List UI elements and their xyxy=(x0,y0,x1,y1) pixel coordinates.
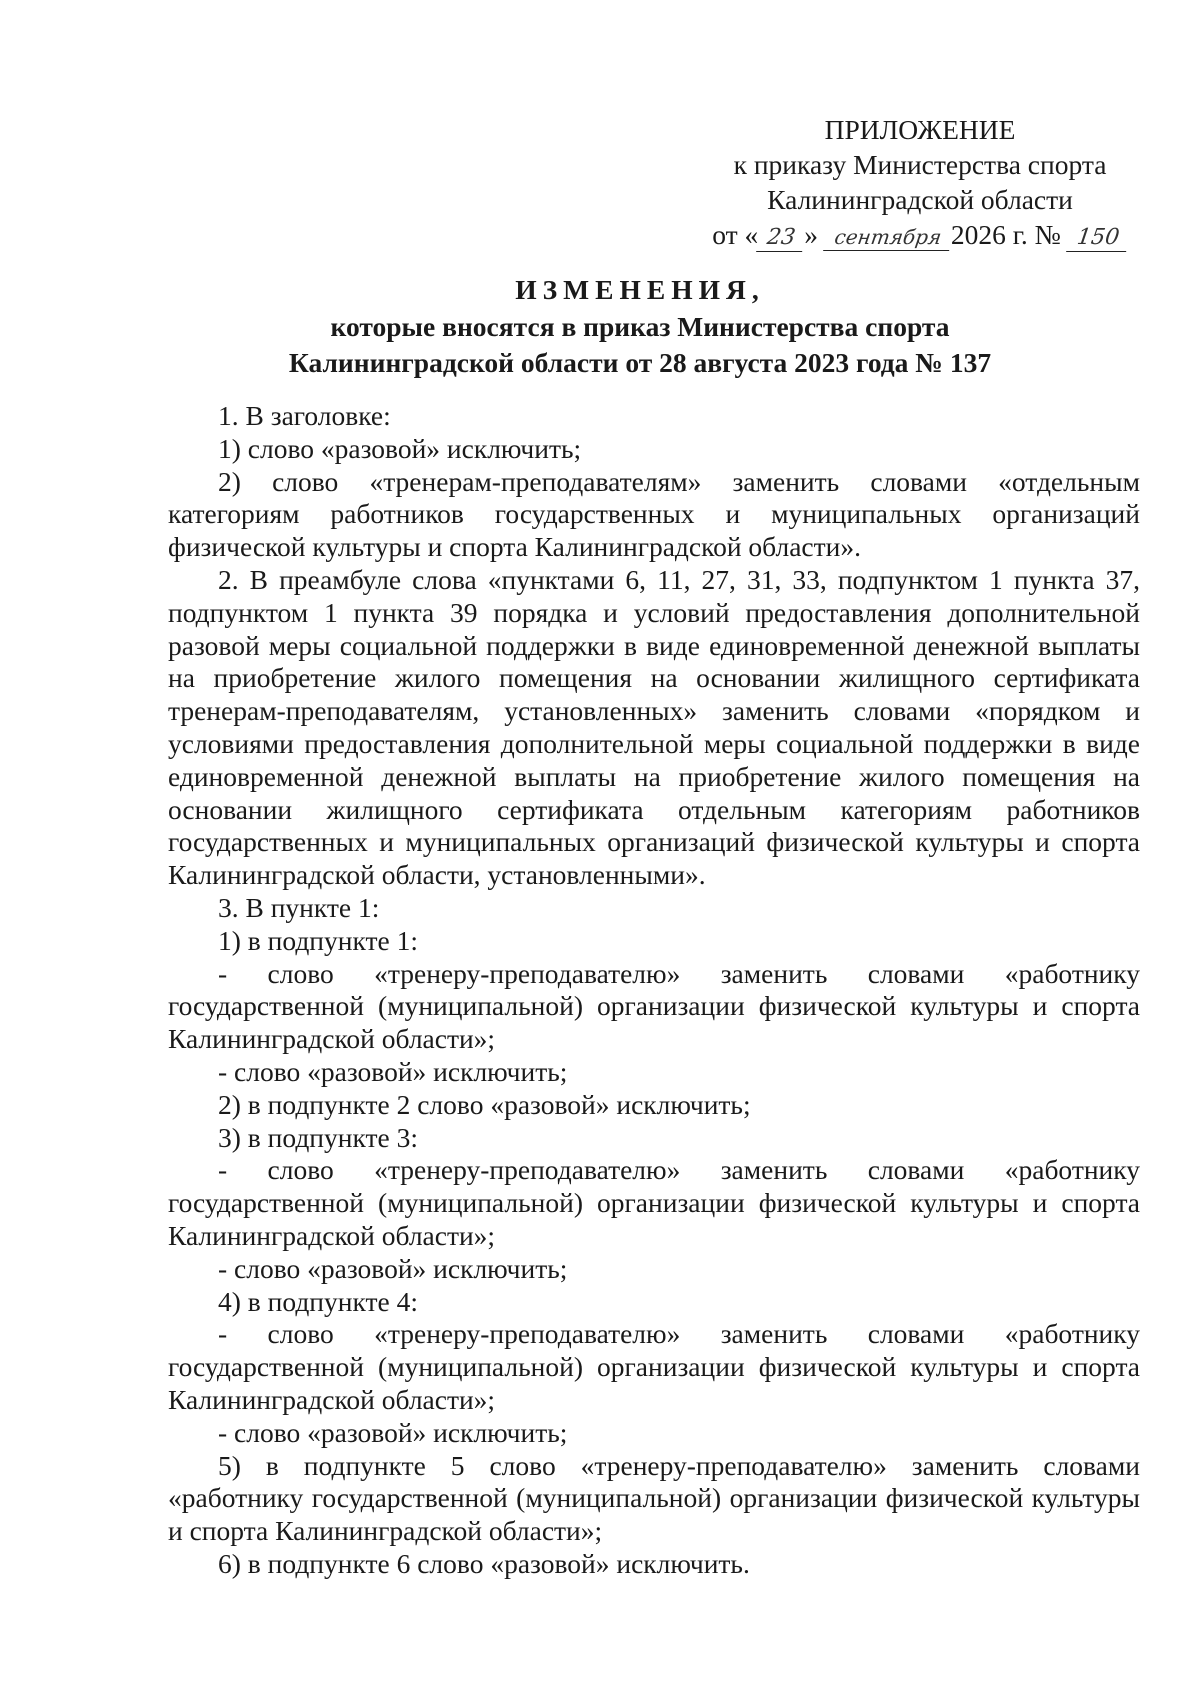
paragraph: 6) в подпункте 6 слово «разовой» исключить. xyxy=(218,1547,750,1579)
paragraph: 5) в подпункте 5 слово «тренеру-преподавателю» заменить словами «работнику государственной (муниципальной) организации физической культуры и спорта Калининградской области»; xyxy=(168,1449,1140,1547)
paragraph: - слово «тренеру-преподавателю» заменить словами «работнику государственной (муниципальной) организации физической культуры и спорта Калининградской области»; xyxy=(168,1318,1140,1415)
paragraph: 1. В заголовке: xyxy=(218,400,391,431)
document-body xyxy=(168,400,1140,1581)
appendix-title: ПРИЛОЖЕНИЕ xyxy=(824,114,1016,145)
handwritten-month: сентября xyxy=(823,224,953,251)
appendix-line-2: Калининградской области xyxy=(767,184,1073,215)
paragraph: 3. В пункте 1: xyxy=(218,891,380,923)
document-heading xyxy=(160,272,1120,381)
handwritten-day: 23 xyxy=(756,225,806,252)
heading-line-2: Калининградской области от 28 августа 2023 года № 137 xyxy=(288,347,992,378)
paragraph: - слово «разовой» исключить; xyxy=(218,1252,568,1284)
paragraph: - слово «тренеру-преподавателю» заменить словами «работнику государственной (муниципальной) организации физической культуры и спорта Калининградской области»; xyxy=(168,1154,1140,1251)
paragraph: 2) слово «тренерам-преподавателям» заменить словами «отдельным категориям работников государственных и муниципальных организаций физической культуры и спорта Калининградской области». xyxy=(168,465,1140,563)
paragraph: - слово «тренеру-преподавателю» заменить словами «работнику государственной (муниципальной) организации физической культуры и спорта Калининградской области»; xyxy=(168,957,1140,1055)
paragraph: 2) в подпункте 2 слово «разовой» исключить; xyxy=(218,1088,751,1120)
paragraph: - слово «разовой» исключить; xyxy=(218,1055,568,1087)
heading-title: ИЗМЕНЕНИЯ, xyxy=(515,274,765,305)
paragraph: - слово «разовой» исключить; xyxy=(218,1416,568,1448)
paragraph: 1) слово «разовой» исключить; xyxy=(218,432,582,464)
handwritten-order-number: 150 xyxy=(1066,225,1130,252)
appendix-header xyxy=(690,112,1150,252)
paragraph: 4) в подпункте 4: xyxy=(218,1285,418,1317)
heading-line-1: которые вносятся в приказ Министерства спорта xyxy=(330,311,950,342)
paragraph: 2. В преамбуле слова «пунктами 6, 11, 27, 31, 33, подпунктом 1 пункта 37, подпунктом 1 пункта 39 порядка и условий предоставления дополнительной разовой меры социальной поддержки в виде единовременной денежной выплаты на приобретение жилого помещения на основании жилищного сертификата тренерам-преподавателям, установленных» заменить словами «порядком и условиями предоставления дополнительной меры социальной поддержки в виде единовременной денежной выплаты на приобретение жилого помещения на основании жилищного сертификата отдельным категориям работников государственных и муниципальных организаций физической культуры и спорта Калининградской области, установленными». xyxy=(168,563,1140,891)
date-prefix: от « xyxy=(712,219,759,250)
appendix-date-line xyxy=(690,217,1150,252)
appendix-line-1: к приказу Министерства спорта xyxy=(733,149,1107,180)
date-year: 2026 г. № xyxy=(950,219,1061,250)
paragraph: 3) в подпункте 3: xyxy=(218,1121,418,1153)
date-mid: » xyxy=(804,219,818,250)
paragraph: 1) в подпункте 1: xyxy=(218,924,418,956)
